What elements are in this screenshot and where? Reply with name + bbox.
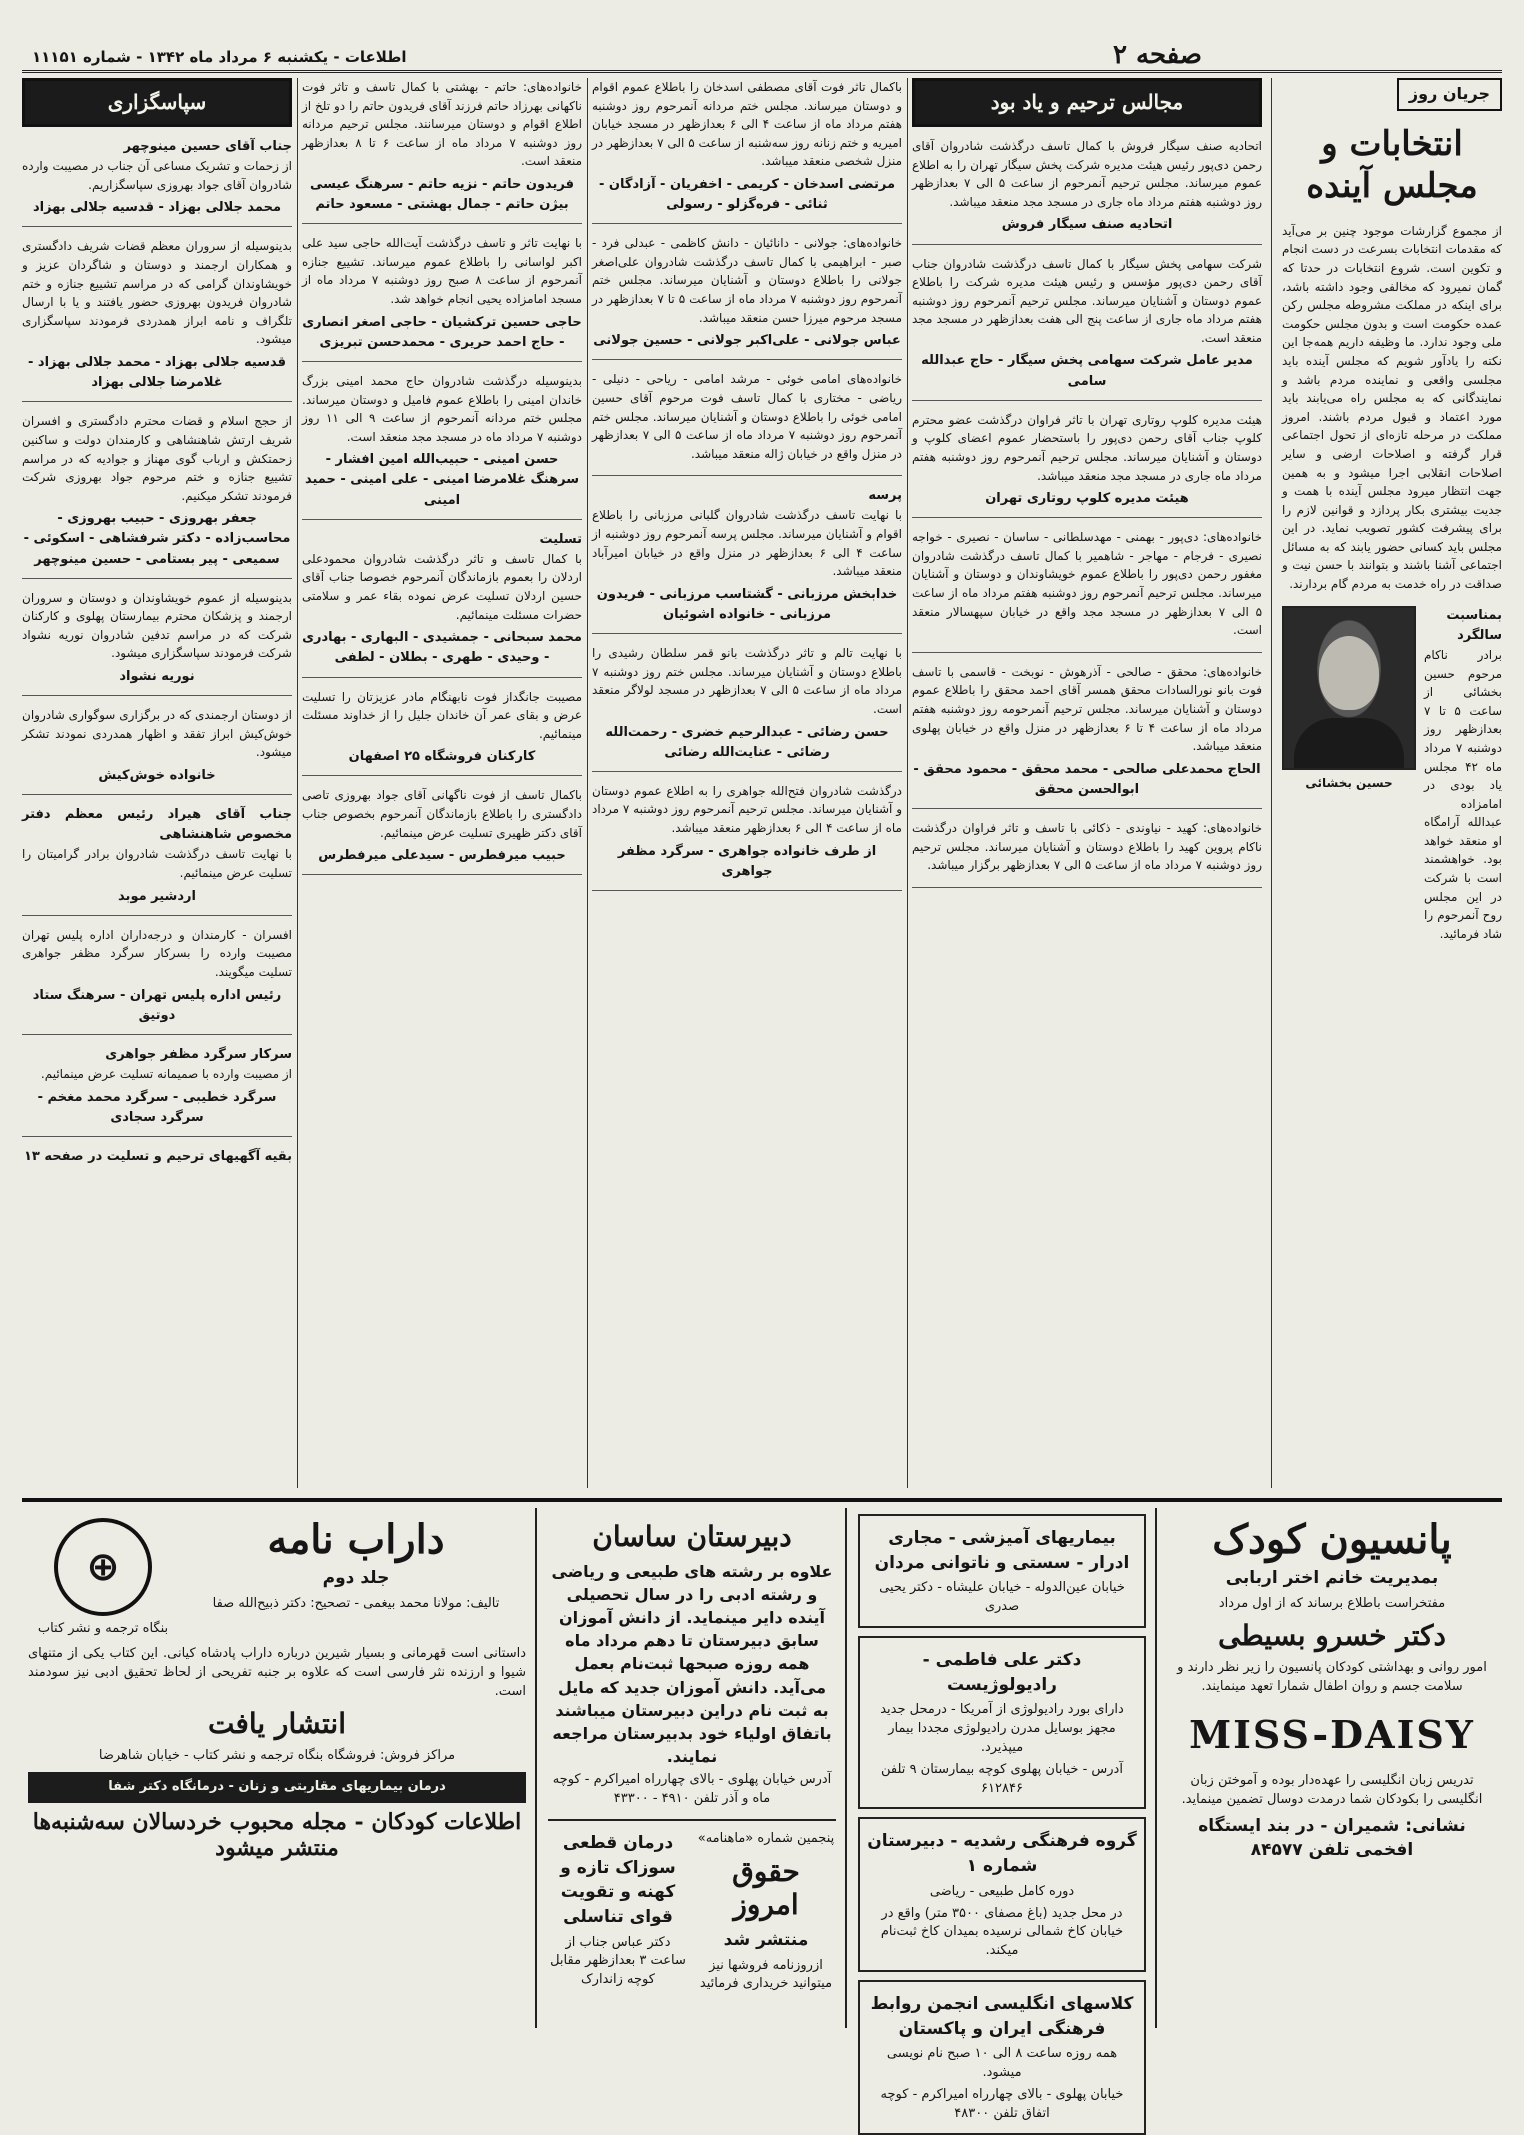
editorial-body: از مجموع گزارشات موجود چنین بر می‌آید که مقدمات انتخابات بسرعت در دست انجام و تکوین است. شروع انتخابات در حدتا که گمان نمیرود که مخالفی وجود داشته باشد، برای اینکه در مملکت مشروطه مجلس رکن عمده حکومت است و بدون مجلس حکومت ملی وجود ندارد. ما وظیفه داریم همه‌جا این نکته را یادآور شویم که مجلس آینده باید مجلسی واقعی و نماینده مردم باشد و نمایندگانی که به مجلس راه می‌یابند باید مورد اعتماد و قبول مردم باشند. امروز مملکت در مرحله تازه‌ای از تحول اجتماعی قرار گرفته و اصلاحات ارضی و سایر اصلاحات انقلابی اجرا میشود و به همین جهت انتظار میرود مجلس آینده با همت و جدیت بیشتری بکار پردازد و قوانین لازم را برای پیشرفت کشور تصویب نماید. در این مجلس باید کسانی حضور یابند که به مسائل اجتماعی آشنا باشند و بتوانند با حسن نیت و صداقت در راه خدمت به مردم گام بردارند. bbox=[1282, 223, 1502, 592]
notice-signature: سرگرد خطیبی - سرگرد محمد مغخم - سرگرد سجادی bbox=[37, 1089, 277, 1125]
notice-text: خانواده‌های: کهید - نیاوندی - ذکائی با تاسف و تاثر فراوان درگذشت ناکام پروین کهید را باطلاع دوستان و آشنایان میرساند. مجلس ترحیم روز دوشنبه ۷ مرداد ماه از ساعت ۵ الی ۷ بعدازظهر برگزار میباشد. bbox=[912, 821, 1262, 873]
notice-text: بدینوسیله درگذشت شادروان حاج محمد امینی بزرگ خاندان امینی را باطلاع عموم فامیل و دوستان میرساند. مجلس ختم مردانه آنمرحوم از ساعت ۹ الی ۱۱ روز دوشنبه ۷ مرداد ماه در مسجد مجد منعقد است. bbox=[302, 373, 582, 444]
ad-body: علاوه بر رشته های طبیعی و ریاضی و رشته ادبی را در سال تحصیلی آینده دایر مینماید. از دانش آموزان سابق دبیرستان تا دهم مرداد ماه همه روزه صبحها ثبت‌نام بعمل می‌آید. دانش آموزان جدید که مایل به ثبت نام دراین دبیرستان میباشند باتفاق اولیاء خود بدبیرستان مراجعه نمایند. bbox=[551, 1561, 833, 1767]
ad-kids-pension bbox=[1162, 1508, 1502, 2033]
notice-text: خانواده‌های: جولانی - دانائیان - دانش کاظمی - عبدلی فرد - صبر - ابراهیمی با کمال تاسف درگذشت شادروان علی‌اصغر جولانی را باطلاع دوستان و آشنایان میرساند. مجلس ختم آنمرحوم روز دوشنبه ۷ مرداد ماه از ساعت ۵ تا ۷ بعدازظهر در مسجد مرحوم میرزا حسن منعقد میباشد. bbox=[592, 236, 903, 325]
notice-block bbox=[302, 78, 582, 224]
notice-signature: فریدون حاتم - نزیه حاتم - سرهنگ عیسی بیژن حاتم - جمال بهشتی - مسعود حاتم bbox=[309, 176, 575, 213]
ad-darabnameh bbox=[22, 1508, 532, 2033]
book-title: داراب نامه bbox=[267, 1516, 445, 1563]
notice-block bbox=[912, 528, 1262, 653]
notice-block bbox=[592, 370, 902, 476]
page-number: صفحه ۲ bbox=[1113, 40, 1202, 70]
notice-signature: عباس جولانی - علی‌اکبر جولانی - حسین جولانی bbox=[593, 333, 901, 349]
notice-block bbox=[592, 234, 902, 360]
notice-signature: از طرف خانواده جواهری - سرگرد مظفر جواهری bbox=[617, 843, 877, 879]
thanks-column bbox=[22, 78, 292, 1493]
radiology-address: آدرس - خیابان پهلوی کوچه بیمارستان ۹ تلفن ۶۱۲۸۴۶ bbox=[881, 1761, 1123, 1796]
notice-signature: اردشیر موبد bbox=[118, 888, 196, 904]
school-text: در محل جدید (باغ مصفای ۳۵۰۰ متر) واقع در خیابان کاخ شمالی نرسیده بمیدان کاخ ثبت‌نام میکند. bbox=[880, 1905, 1124, 1959]
class-text: همه روزه ساعت ۸ الی ۱۰ صبح نام نویسی میشود. bbox=[886, 2046, 1118, 2081]
book-volume: جلد دوم bbox=[322, 1568, 390, 1588]
clinic-box bbox=[858, 1514, 1146, 1628]
notice-text: خانواده‌های: حاتم - بهشتی با کمال تاسف و تاثر فوت ناکهانی بهرزاد حاتم فرزند آقای فریدون حاتم را دو تلخ از اطلاع اقوام و دوستان میرسانند. مجلس ترحیم مردانه روز دوشنبه ۷ مرداد ماه از ساعت ۶ تا ۸ بعدازظهر منعقد است. bbox=[302, 80, 582, 169]
notice-title: سرکار سرگرد مظفر جواهری bbox=[105, 1046, 292, 1062]
ads-divider bbox=[22, 1498, 1502, 1502]
notice-block bbox=[22, 137, 292, 227]
issue-info: اطلاعات - یکشنبه ۶ مرداد ماه ۱۳۴۲ - شماره ۱۱۱۵۱ bbox=[32, 48, 407, 66]
notice-text: بدینوسیله از عموم خویشاوندان و دوستان و سروران ارجمند و پزشکان محترم بیمارستان پهلوی و کارکنان شرکت که در مراسم تدفین شادروان نوریه نشواد شرکت فرمودند سپاسگزاری میشود. bbox=[22, 590, 292, 661]
memorial-column bbox=[912, 78, 1262, 1493]
notice-signature: خدابخش مرزبانی - گشتاسب مرزبانی - فریدون مرزبانی - خانواده اشوئیان bbox=[596, 586, 898, 622]
notice-signature: اتحادیه صنف سیگار فروش bbox=[1001, 217, 1173, 233]
notice-title: جناب آقای هیراد رئیس معظم دفتر مخصوص شاهنشاهی bbox=[22, 807, 292, 843]
notice-block bbox=[302, 234, 582, 362]
treatment-title: درمان قطعی سوزاک تازه و کهنه و تقویت قوای تناسلی bbox=[560, 1832, 676, 1927]
notice-title: جناب آقای حسین مینوچهر bbox=[123, 139, 292, 154]
section-kicker: جریان روز bbox=[1397, 78, 1502, 111]
ad-title: پانسیون کودک bbox=[1212, 1516, 1452, 1563]
notice-text: از دوستان ارجمندی که در برگزاری سوگواری شادروان خوش‌کیش ابراز تفقد و اظهار همدردی نمودند تشکر میشود. bbox=[22, 708, 292, 760]
notice-text: با نهایت تالم و تاثر درگذشت بانو قمر سلطان رشیدی را باطلاع دوستان و آشنایان میرساند. مجلس ختم روز دوشنبه ۷ مرداد ماه از ساعت ۵ الی ۷ بعدازظهر در مسجد لولاگر منعقد است. bbox=[592, 646, 903, 716]
notice-signature: رئیس اداره پلیس تهران - سرهنگ ستاد دوتیق bbox=[32, 987, 282, 1023]
book-author: تالیف: مولانا محمد بیغمی - تصحیح: دکتر ذبیح‌الله صفا bbox=[212, 1595, 500, 1611]
continued-note: بقیه آگهیهای ترحیم و تسلیت در صفحه ۱۳ bbox=[24, 1148, 292, 1164]
clinic-sub: خیابان عین‌الدوله - خیابان علیشاه - دکتر یحیی صدری bbox=[879, 1580, 1125, 1615]
ad-address: آدرس خیابان پهلوی - بالای چهارراه امیراکرم - کوچه ماه و آذر تلفن ۴۹۱۰ - ۴۳۳۰۰ bbox=[552, 1772, 832, 1807]
notice-text: از زحمات و تشریک مساعی آن جناب در مصیبت وارده شادروان آقای جواد بهروزی سپاسگزاریم. bbox=[22, 159, 292, 192]
radiology-box bbox=[858, 1636, 1146, 1810]
notice-text: اتحادیه صنف سیگار فروش با کمال تاسف درگذشت شادروان آقای رحمن دی‌پور رئیس هیئت مدیره شرکت پخش سیگار تهران را به اطلاع عموم میرساند. مجلس ترحیم آنمرحوم از ساعت ۵ الی ۷ بعدازظهر روز دوشنبه هفتم مرداد ماه جاری در مسجد مجد منعقد میباشد. bbox=[912, 139, 1262, 209]
clinic-banner: درمان بیماریهای مقاربتی و زنان - درمانگاه دکتر شفا bbox=[28, 1772, 526, 1803]
notice-block bbox=[22, 237, 292, 402]
editorial-headline: انتخابات و مجلس آینده bbox=[1306, 123, 1478, 207]
radiology-text: دارای بورد رادیولوژی از آمریکا - درمحل جدید مجهز بوسایل مدرن رادیولوژی مجددا بیمار میپذیرد. bbox=[880, 1702, 1124, 1755]
ad-sasan-school bbox=[542, 1508, 842, 2033]
clinic-title: بیماریهای آمیزشی - مجاری ادرار - سستی و ناتوانی مردان bbox=[874, 1528, 1130, 1573]
notice-block bbox=[22, 706, 292, 795]
ad-title: دبیرستان ساسان bbox=[592, 1520, 792, 1553]
notice-block bbox=[22, 805, 292, 916]
notice-block bbox=[912, 411, 1262, 519]
notice-title: پرسه bbox=[868, 488, 902, 504]
notice-signature: جعفر بهروزی - حبیب بهروزی - محاسب‌زاده - دکتر شرفشاهی - اسکوئی - سمیعی - پیر بستامی - حسین مینوچهر bbox=[23, 511, 291, 567]
book-released: انتشار یافت bbox=[207, 1707, 346, 1741]
notice-text: خانواده‌های: دی‌پور - بهمنی - مهدسلطانی - ساسان - نصیری - خواجه نصیری - فرجام - مهاجر - شاهمیر با کمال تاسف درگذشت شادروان مغفور رحمن دی‌پور را باطلاع عموم خویشاوندان و دوستان و آشنایان میرساند. مجلس ترحیم آنمرحوم روز دوشنبه هفتم مرداد ماه از ساعت ۵ الی ۷ بعدازظهر در مسجد مجد واقع در خیابان سپهسالار منعقد است. bbox=[912, 530, 1263, 638]
notice-signature: نوریه نشواد bbox=[119, 669, 195, 685]
notice-text: با نهایت تاسف درگذشت شادروان برادر گرامیتان را تسلیت عرض مینمائیم. bbox=[22, 847, 292, 881]
ad-brand: MISS-DAISY bbox=[1189, 1711, 1475, 1757]
treatment-note: دکتر عباس جناب از ساعت ۳ بعدازظهر مقابل کوچه زاندارک bbox=[550, 1934, 686, 1988]
notice-text: خانواده‌های: محقق - صالحی - آذرهوش - نوبخت - قاسمی با تاسف فوت بانو نورالسادات محقق همسر آقای احمد محقق را باطلاع عموم دوستان و آشنایان میرساند. مجلس ترحیم آنمرحومه روز دوشنبه هفتم مرداد ماه از ساعت ۴ تا ۶ بعدازظهر در منزل واقع در خیابان پهلوی منعقد میباشد. bbox=[912, 664, 1263, 754]
notice-signature: محمد جلالی بهزاد - قدسیه جلالی بهزاد bbox=[32, 200, 282, 216]
portrait-photo bbox=[1282, 606, 1416, 770]
ad-subtitle: بمدیریت خانم اختر اربابی bbox=[1225, 1568, 1439, 1588]
magazine-issue: پنجمین شماره «ماهنامه» bbox=[697, 1830, 835, 1846]
publisher-name: بنگاه ترجمه و نشر کتاب bbox=[37, 1621, 169, 1636]
notice-signature: خانواده خوش‌کیش bbox=[98, 768, 216, 783]
notice-signature: هیئت مدیره کلوپ روتاری تهران bbox=[985, 491, 1189, 507]
notice-block bbox=[302, 530, 582, 678]
notice-text: باکمال تاسف از فوت ناگهانی آقای جواد بهروزی تاصی دادگستری را باطلاع بازماندگان آنمرحوم بخصوص جناب آقای دکتر ظهیری تسلیت عرض مینمائیم. bbox=[302, 788, 582, 840]
notice-block bbox=[912, 255, 1262, 401]
notices-column bbox=[592, 78, 902, 1493]
notice-block bbox=[22, 926, 292, 1035]
column-divider bbox=[297, 78, 298, 1488]
publisher-logo-icon: ⊕ bbox=[54, 1518, 152, 1616]
school-title: گروه فرهنگی رشدیه - دبیرستان شماره ۱ bbox=[867, 1831, 1137, 1877]
magazine-note: ازروزنامه فروشها نیز میتوانید خریداری فرمائید bbox=[699, 1957, 833, 1992]
magazine-published: منتشر شد bbox=[723, 1930, 809, 1950]
notice-text: از مصیبت وارده با صمیمانه تسلیت عرض مینمائیم. bbox=[40, 1066, 292, 1081]
notice-text: باکمال تاثر فوت آقای مصطفی اسدخان را باطلاع عموم اقوام و دوستان میرساند. مجلس ختم مردانه آنمرحوم روز دوشنبه هفتم مرداد ماه از ساعت ۴ الی ۶ بعدازظهر در مسجد خیابان امیریه و ختم زنانه روز سه‌شنبه از ساعت ۵ الی ۷ بعدازظهر در منزل شخصی منعقد میباشد. bbox=[592, 80, 902, 169]
book-description: داستانی است قهرمانی و بسیار شیرین درباره داراب پادشاه کیانی. این کتاب یکی از متنهای شیوا و ارزنده نثر فارسی است که علاوه بر جنبه تفریحی از لحاظ تحقیق ادبی نیز سودمند است. bbox=[28, 1645, 526, 1699]
radiology-title: دکتر علی فاطمی - رادیولوژیست bbox=[922, 1649, 1082, 1695]
column-divider bbox=[1271, 78, 1272, 1488]
notice-block bbox=[22, 589, 292, 697]
notice-block bbox=[592, 782, 902, 891]
notice-signature: کارکنان فروشگاه ۲۵ اصفهان bbox=[348, 749, 536, 765]
notice-signature: مدیر عامل شرکت سهامی پخش سیگار - حاج عبدالله سامی bbox=[921, 353, 1253, 389]
column-divider bbox=[587, 78, 588, 1488]
school-sub: دوره کامل طبیعی - ریاضی bbox=[929, 1883, 1075, 1899]
class-address: خیابان پهلوی - بالای چهارراه امیراکرم - کوچه اتفاق تلفن ۴۸۳۰۰ bbox=[880, 2087, 1124, 2121]
notice-text: بدینوسیله از سروران معظم قضات شریف دادگستری و همکاران ارجمند و دوستان و شاگردان عزیز و خویشاوندان گرامی که در مراسم تشییع جنازه و ختم شادروان فریدون بهروزی حضور یافتند و یا با ارسال تلگراف و نامه ابراز همدردی فرمودند سپاسگزاری میشود. bbox=[22, 239, 292, 347]
notice-title: تسلیت bbox=[539, 531, 582, 547]
notice-signature: حسن رضائی - عبدالرحیم خضری - رحمت‌الله رضائی - عنایت‌الله رضائی bbox=[605, 724, 889, 760]
ad-english: تدریس زبان انگلیسی را عهده‌دار بوده و آموختن زبان انگلیسی را بکودکان شما درمدت دوسال تضمین مینماید. bbox=[1181, 1772, 1483, 1807]
notice-text: درگذشت شادروان فتح‌الله جواهری را به اطلاع عموم دوستان و آشنایان میرساند. مجلس ترحیم آنمرحوم روز دوشنبه ۷ مرداد ماه از ساعت ۴ الی ۶ بعدازظهر منعقد میباشد. bbox=[592, 783, 902, 835]
ad-body: امور روانی و بهداشتی کودکان پانسیون را زیر نظر دارند و سلامت جسم و روان اطفال شمارا تعهد مینمایند. bbox=[1177, 1660, 1487, 1694]
english-class-box bbox=[858, 1980, 1146, 2135]
ad-divider bbox=[1155, 1508, 1157, 2028]
notice-text: هیئت مدیره کلوپ روتاری تهران با تاثر فراوان درگذشت عضو محترم کلوپ جناب آقای رحمن دی‌پور را باستحضار عموم اعضای کلوپ و دوستان و آشنایان میرساند. مجلس ترحیم آنمرحوم روز دوشنبه هفتم مرداد ماه جاری در مسجد مجد منعقد میباشد. bbox=[912, 412, 1262, 483]
notice-signature: مرتضی اسدخان - کریمی - اخفریان - آزادگان - ثنائی - فره‌گزلو - رسولی bbox=[599, 176, 895, 213]
condolence-column bbox=[302, 78, 582, 1493]
notice-block bbox=[592, 78, 902, 224]
class-title: کلاسهای انگلیسی انجمن روابط فرهنگی ایران و پاکستان bbox=[870, 1994, 1134, 2039]
notice-block bbox=[22, 1045, 292, 1137]
notice-block bbox=[302, 688, 582, 777]
notice-block bbox=[912, 663, 1262, 809]
magazine-ad bbox=[696, 1827, 836, 1997]
notice-block bbox=[912, 137, 1262, 245]
memorial-title: بمناسبت سالگرد bbox=[1446, 607, 1502, 643]
notice-text: افسران - کارمندان و درجه‌داران اداره پلیس تهران مصیبت وارده را بسرکار سرگرد مظفر جواهری تسلیت میگویند. bbox=[22, 927, 292, 979]
ad-lead: مفتخراست باطلاع برساند که از اول مرداد bbox=[1218, 1595, 1446, 1611]
magazine-title: حقوق امروز bbox=[732, 1854, 800, 1922]
notice-text: با کمال تاسف و تاثر درگذشت شادروان محمودعلی اردلان را بعموم بازماندگان آنمرحوم خصوصا جناب آقای حسین اردلان تسلیت عرض نموده بقاء عمر و سلامتی حضرات مسئلت مینمائیم. bbox=[302, 551, 582, 622]
notice-text: مصیبت جانگداز فوت نابهنگام مادر عزیزتان را تسلیت عرض و بقای عمر آن خاندان جلیل را از خداوند مسئلت مینمائیم. bbox=[302, 689, 582, 741]
book-sales: مراکز فروش: فروشگاه بنگاه ترجمه و نشر کتاب - خیابان شاهرضا bbox=[98, 1747, 456, 1763]
kids-magazine: اطلاعات کودکان - مجله محبوب خردسالان سه‌شنبه‌ها منتشر میشود bbox=[32, 1808, 522, 1862]
notice-signature: حسن امینی - حبیب‌الله امین افشار - سرهنگ غلامرضا امینی - علی امینی - حمید امینی bbox=[304, 452, 580, 508]
memorial-text: برادر ناکام مرحوم حسین بخشائی از ساعت ۵ تا ۷ بعدازظهر روز دوشنبه ۷ مرداد ماه ۴۲ مجلس یاد بودی در امامزاده عبدالله آرامگاه او منعقد خواهد بود. خواهشمند است با شرکت در این مجلس روح آنمرحوم را شاد فرمائید. bbox=[1424, 647, 1503, 941]
notice-block bbox=[592, 486, 902, 634]
notice-signature: قدسیه جلالی بهزاد - محمد جلالی بهزاد - غلامرضا جلالی بهزاد bbox=[27, 355, 286, 391]
notice-text: خانواده‌های امامی خوئی - مرشد امامی - ریاحی - دنیلی - ریاضی - مختاری با کمال تاسف فوت مرحوم آقای حسین امامی خوئی را باطلاع دوستان و آشنایان میرساند. مجلس ختم آنمرحوم روز دوشنبه ۷ مرداد ماه از ساعت ۵ الی ۷ بعدازظهر در منزل واقع در خیابان ژاله منعقد میباشد. bbox=[592, 372, 903, 461]
ad-address: نشانی: شمیران - در بند ایستگاه افخمی تلفن ۸۴۵۷۷ bbox=[1198, 1815, 1466, 1861]
ad-divider bbox=[535, 1508, 537, 2028]
section-banner: مجالس ترحیم و یاد بود bbox=[912, 78, 1262, 127]
memorial-notice bbox=[1282, 606, 1502, 944]
notice-text: با نهایت تاسف درگذشت شادروان گلبانی مرزبانی را باطلاع اقوام و آشنایان میرساند. مجلس پرسه آنمرحوم روز دوشنبه از ساعت ۴ الی ۶ بعدازظهر در منزل واقع در خیابان امیرآباد منعقد میباشد. bbox=[592, 508, 903, 579]
column-divider bbox=[907, 78, 908, 1488]
notice-signature: محمد سبحانی - جمشیدی - البهاری - بهادری - وحیدی - طهری - بطلان - لطفی bbox=[302, 630, 582, 666]
ad-divider bbox=[845, 1508, 847, 2028]
ad-doctor: دکتر خسرو بسیطی bbox=[1218, 1619, 1446, 1653]
photo-caption: حسین بخشائی bbox=[1305, 775, 1393, 790]
notice-block bbox=[302, 786, 582, 875]
notice-signature: حاجی حسین ترکشیان - حاجی اصغر انصاری - حاج احمد حریری - محمدحسن تبریزی bbox=[302, 314, 582, 350]
notice-text: با نهایت تاثر و تاسف درگذشت آیت‌الله حاجی سید علی اکبر لواسانی را باطلاع عموم میرساند. تشییع جنازه آنمرحوم از ساعت ۸ صبح روز دوشنبه ۷ مرداد ماه از مسجد امامزاده یحیی انجام خواهد شد. bbox=[302, 236, 582, 307]
notice-block bbox=[302, 372, 582, 520]
section-banner: سپاسگزاری bbox=[22, 78, 292, 127]
notice-signature: الحاج محمدعلی صالحی - محمد محقق - محمود محقق - ابوالحسن محقق bbox=[913, 761, 1261, 797]
notice-block bbox=[22, 412, 292, 578]
notice-text: از حجج اسلام و قضات محترم دادگستری و افسران شریف ارتش شاهنشاهی و کارمندان دولت و ساکنین زحمتکش و ارباب گوی مهناز و جوادیه که در مراسم تشییع جنازه و ختم مرحوم جواد بهروزی شرکت فرمودند تشکر میکنیم. bbox=[22, 414, 292, 503]
notice-block bbox=[912, 819, 1262, 888]
school-box bbox=[858, 1817, 1146, 1972]
notice-text: شرکت سهامی پخش سیگار با کمال تاسف درگذشت شادروان جناب آقای رحمن دی‌پور مؤسس و رئیس هیئت مدیره شرکت را باطلاع عموم دوستان و آشنایان میرساند. مجلس ترحیم آنمرحوم روز دوشنبه هفتم مرداد ماه جاری از ساعت پنج الی هفت بعدازظهر در مسجد مجد منعقد است. bbox=[912, 256, 1262, 345]
page-header bbox=[22, 30, 1502, 73]
notice-block bbox=[592, 644, 902, 772]
ad-clinics bbox=[852, 1508, 1152, 2121]
notice-signature: حبیب میرفطرس - سیدعلی میرفطرس bbox=[318, 848, 566, 864]
editorial-column bbox=[1282, 78, 1502, 1493]
treatment-ad bbox=[548, 1827, 688, 1997]
